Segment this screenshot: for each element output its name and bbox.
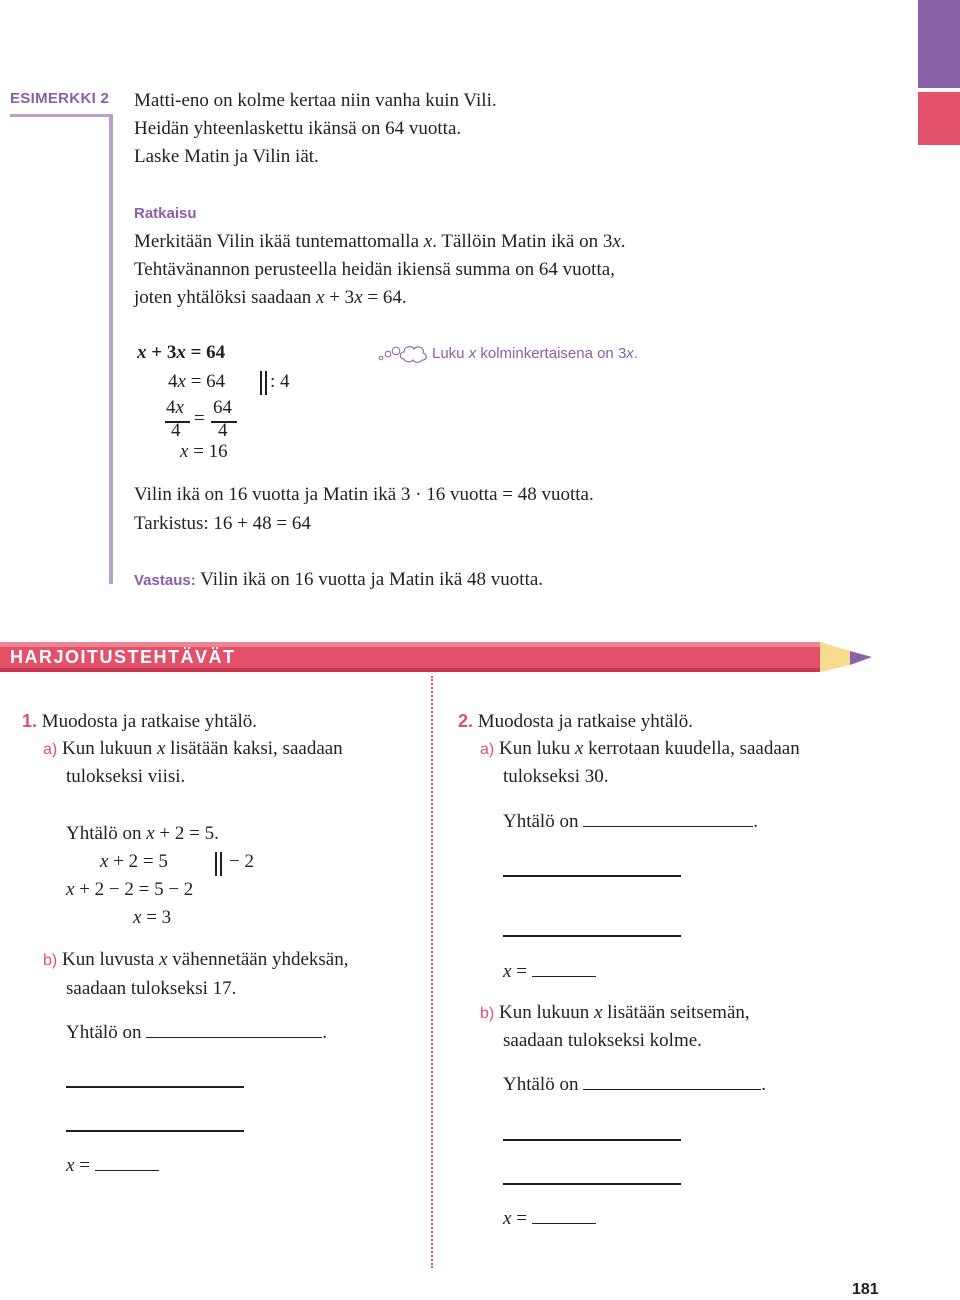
task-2a-label: a) xyxy=(480,741,495,758)
task-2a-line-2: tulokseksi 30. xyxy=(503,766,609,787)
task-1b-result-line: x = xyxy=(66,1152,159,1180)
example-label: ESIMERKKI 2 xyxy=(10,90,110,107)
conclusion-line-1: Vilin ikä on 16 vuotta ja Matin ikä 3 · 16 vuotta = 48 vuotta. xyxy=(134,484,594,505)
task-1a-equation-intro: Yhtälö on x + 2 = 5. xyxy=(66,823,219,844)
answer-line: Vastaus: Vilin ikä on 16 vuotta ja Matin ikä 48 vuotta. xyxy=(134,569,544,590)
column-divider xyxy=(431,676,433,1268)
hint-text: Luku x kolminkertaisena on 3x. xyxy=(432,345,638,362)
work-row-4: x = 16 xyxy=(180,441,228,462)
task-2a-answer-line-1[interactable] xyxy=(503,875,681,877)
task-1-heading: 1. Muodosta ja ratkaise yhtälö. xyxy=(22,711,258,732)
fraction-left-denominator: 4 xyxy=(171,420,181,441)
work-row-2: 4x = 64 xyxy=(168,371,226,392)
task-2b-label: b) xyxy=(480,1005,495,1022)
task-1a-line-2: tulokseksi viisi. xyxy=(66,766,186,787)
solution-line-2: Tehtävänannon perusteella heidän ikiensä summa on 64 vuotta, xyxy=(134,259,615,280)
task-2-number: 2. xyxy=(458,711,474,731)
task-1a-step-3: x = 3 xyxy=(133,907,172,928)
task-1b-answer-line-1[interactable] xyxy=(66,1086,244,1088)
task-1-number: 1. xyxy=(22,711,38,731)
work-row-2-operation: : 4 xyxy=(270,371,290,392)
task-2-heading: 2. Muodosta ja ratkaise yhtälö. xyxy=(458,711,694,732)
task-1b-line-2: saadaan tulokseksi 17. xyxy=(66,978,237,999)
task-1b-label: b) xyxy=(43,952,58,969)
answer-label: Vastaus: xyxy=(134,572,196,589)
chapter-tab-red xyxy=(918,92,960,145)
divide-bar-right xyxy=(265,371,267,395)
work-row-1: x + 3x = 64 xyxy=(137,342,226,363)
task-1b-line-1: b) Kun luvusta x vähennetään yhdeksän, xyxy=(43,949,349,970)
task-1a-line-1: a) Kun lukuun x lisätään kaksi, saadaan xyxy=(43,738,343,759)
page-number: 181 xyxy=(852,1281,879,1298)
solution-line-1: Merkitään Vilin ikää tuntemattomalla x. Tällöin Matin ikä on 3x. xyxy=(134,231,626,252)
task-2b-equation-blank[interactable] xyxy=(583,1071,761,1090)
task-1a-step-1: x + 2 = 5 xyxy=(100,851,168,872)
thought-cloud-icon xyxy=(377,341,429,365)
task-1b-result-blank[interactable] xyxy=(95,1152,159,1171)
task-2b-line-2: saadaan tulokseksi kolme. xyxy=(503,1030,702,1051)
example-problem-line-3: Laske Matin ja Vilin iät. xyxy=(134,146,319,167)
task-1a-step-1-operation: − 2 xyxy=(229,851,254,872)
task-1a-bar-right xyxy=(220,852,222,876)
task-2a-line-1: a) Kun luku x kerrotaan kuudella, saadaan xyxy=(480,738,800,759)
task-2a-answer-line-2[interactable] xyxy=(503,935,681,937)
example-rule-horizontal xyxy=(10,114,112,117)
task-1a-label: a) xyxy=(43,741,58,758)
task-2b-answer-line-1[interactable] xyxy=(503,1139,681,1141)
fraction-right-denominator: 4 xyxy=(218,420,228,441)
task-1b-answer-line-2[interactable] xyxy=(66,1130,244,1132)
example-rule-vertical xyxy=(109,114,113,584)
fraction-equals: = xyxy=(194,408,205,429)
task-2a-equation-blank[interactable] xyxy=(583,808,753,827)
chapter-tab-purple xyxy=(918,0,960,88)
fraction-left-numerator: 4x xyxy=(166,397,184,418)
task-1b-equation-blank[interactable] xyxy=(146,1019,322,1038)
task-1a-step-2: x + 2 − 2 = 5 − 2 xyxy=(66,879,194,900)
example-problem-line-1: Matti-eno on kolme kertaa niin vanha kuin Vili. xyxy=(134,90,497,111)
example-problem-line-2: Heidän yhteenlaskettu ikänsä on 64 vuotta. xyxy=(134,118,462,139)
task-2a-result-blank[interactable] xyxy=(532,958,596,977)
task-2b-result-line: x = xyxy=(503,1205,596,1233)
exercises-title: HARJOITUSTEHTÄVÄT xyxy=(10,647,236,667)
task-1a-bar-left xyxy=(215,852,217,876)
check-line: Tarkistus: 16 + 48 = 64 xyxy=(134,513,311,534)
task-2b-equation-line: Yhtälö on . xyxy=(503,1071,766,1099)
solution-line-3: joten yhtälöksi saadaan x + 3x = 64. xyxy=(134,287,407,308)
task-2b-result-blank[interactable] xyxy=(532,1205,596,1224)
task-2b-line-1: b) Kun lukuun x lisätään seitsemän, xyxy=(480,1002,750,1023)
solution-label: Ratkaisu xyxy=(134,205,197,222)
task-2a-result-line: x = xyxy=(503,958,596,986)
divide-bar-left xyxy=(260,371,262,395)
task-2a-equation-line: Yhtälö on . xyxy=(503,808,758,836)
fraction-right-numerator: 64 xyxy=(213,397,232,418)
task-1b-equation-line: Yhtälö on . xyxy=(66,1019,327,1047)
task-2b-answer-line-2[interactable] xyxy=(503,1183,681,1185)
